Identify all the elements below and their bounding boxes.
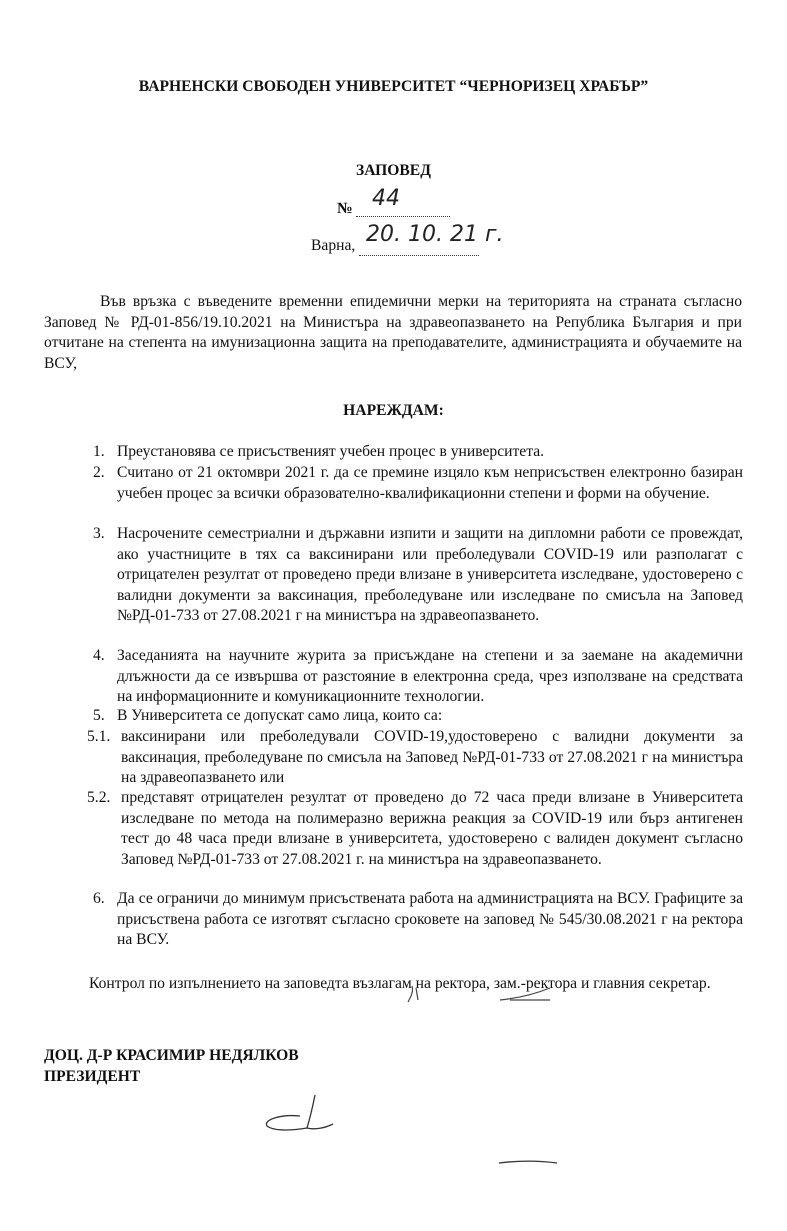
list-item: Да се ограничи до минимум присъствената работа на администрацията на ВСУ. Графиците за присъствена работа се изготвят съгласно сроковете на заповед № 545/30.08.2021 г на ректора на ВСУ. [117,890,743,949]
list-item: ваксинирани или преболедували COVID-19,удостоверено с валидни документи за ваксинация, преболедуване по смисъла на Заповед №РД-01-733 от 27.08.2021 г на министъра на здравеопазването или [121,728,743,787]
item-number: 1. [93,443,105,460]
item-number: 5. [93,707,105,724]
list-item: В Университета се допускат само лица, които са: [117,707,443,724]
list-item: Насрочените семестриални и държавни изпити и защити на дипломни работи се провеждат, ако участниците в тях са ваксинирани или преболедували COVID-19 или разполагат с отрицателен резултат от проведено преди влизане в университета изследване, удостоверено с валидни документи за ваксинация, преболедуване или изследване по смисъла на Заповед №РД-01-733 от 27.08.2021 г на министъра на здравеопазването. [117,525,743,625]
list-item: представят отрицателен резултат от проведено до 72 часа преди влизане в Университета изследване по метода на полимеразно верижна реакция за COVID-19 или бърз антигенен тест до 48 часа преди влизане в университета, удостоверено с валиден документ съгласно Заповед №РД-01-733 от 27.08.2021 г. на министъра на здравеопазването. [121,789,743,868]
list-item: Заседанията на научните журита за присъждане на степени и за заемане на академични длъжности да се извършва от разстояние в електронна среда, чрез използване на средствата на информационните и комуникационните технологии. [117,647,743,706]
preamble-paragraph: Във връзка с въведените временни епидемични мерки на територията на страната съгласно Заповед № РД-01-856/19.10.2021 на Министъра на здравеопазването на Република България и при отчитане на степента на имунизационна защита на преподавателите, администрацията и обучаемите на ВСУ, [44,293,742,372]
university-name: ВАРНЕНСКИ СВОБОДЕН УНИВЕРСИТЕТ “ЧЕРНОРИЗЕЦ ХРАБЪР” [138,78,649,95]
city-label: Варна, [311,237,356,254]
date-handwritten: 20. 10. 21 г. [366,222,504,247]
stroke-mark [495,1155,565,1169]
list-item: Преустановява се присъственият учебен процес в университета. [117,443,545,460]
order-number-label: № [337,200,353,217]
item-number: 4. [93,647,105,664]
list-item: Считано от 21 октомври 2021 г. да се премине изцяло към неприсъствен електронно базиран учебен процес за всички образователно-квалификационни степени и форми на обучение. [117,464,743,502]
signature-mark [255,1090,345,1140]
order-number-handwritten: 44 [372,186,400,211]
signatory-position: ПРЕЗИДЕНТ [44,1068,141,1085]
item-number: 6. [93,890,105,907]
control-paragraph: Контрол по изпълнението на заповедта възлагам на ректора, зам.-ректора и главния секретар. [89,975,711,992]
item-number: 3. [93,525,105,542]
item-number: 5.2. [87,789,111,806]
item-number: 2. [93,464,105,481]
item-number: 5.1. [87,728,111,745]
initials-mark [400,978,560,1018]
order-number-line [356,214,450,217]
order-title: ЗАПОВЕД [356,162,431,179]
signatory-name: ДОЦ. Д-Р КРАСИМИР НЕДЯЛКОВ [44,1047,299,1064]
decree-heading: НАРЕЖДАМ: [343,402,444,419]
date-line [359,253,479,256]
